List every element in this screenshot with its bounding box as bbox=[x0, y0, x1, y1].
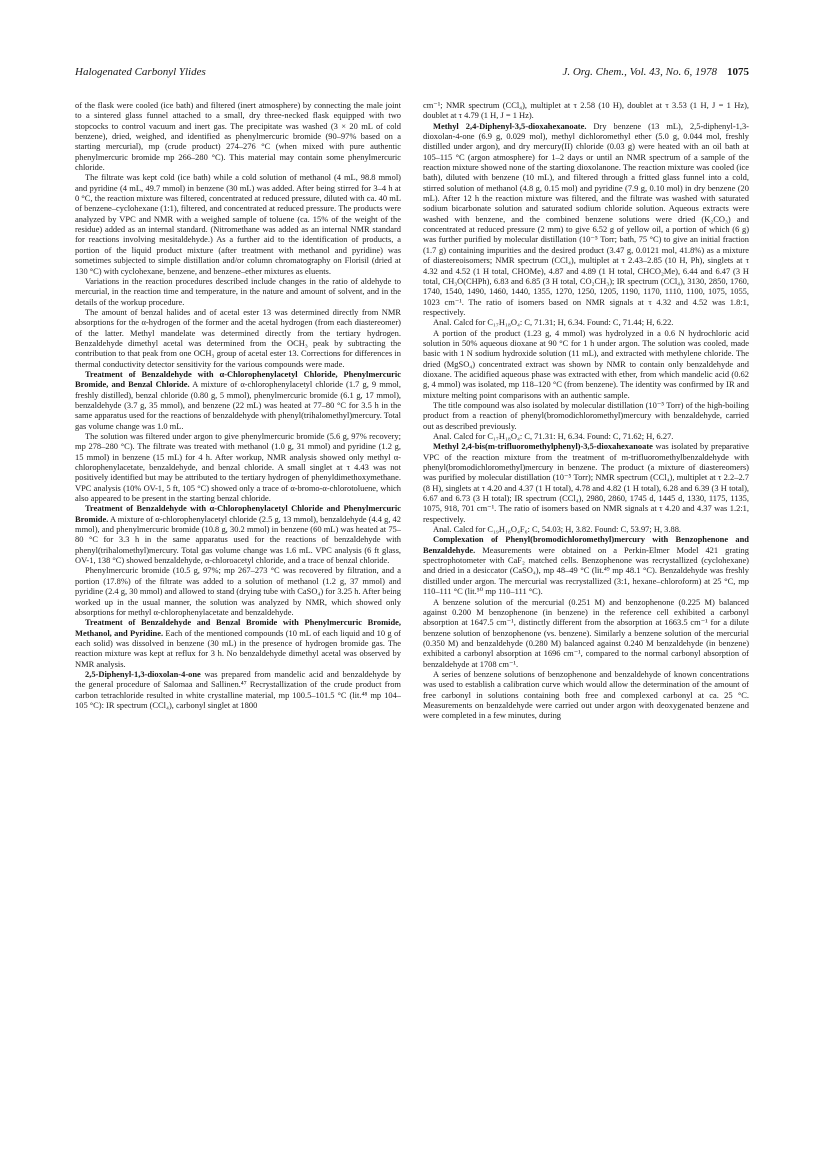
paragraph bbox=[75, 307, 401, 369]
paragraph-text: Anal. Calcd for C₁₇H₁₈O₄: C, 71.31: H, 6.34. Found: C, 71.62; H, 6.27. bbox=[433, 431, 674, 441]
paragraph bbox=[423, 669, 749, 721]
paragraph bbox=[75, 503, 401, 565]
paragraph-text: The solution was filtered under argon to give phenylmercuric bromide (5.6 g, 97% recovery; mp 278–280 °C). The filtrate was treated with methanol (1.0 g, 31 mmol) and pyridine (1.2 g, 15 mmol) in benzene (15 mL) for 4 h. After workup, NMR analysis showed only methyl α-chlorophenylacetate, benzaldehyde, and benzal chloride. A small singlet at τ 4.43 was not positively identified but may be attributed to the tertiary hydrogen of phenyldimethoxymethane. VPC analysis (10% OV-1, 5 ft, 105 °C) showed only a trace of α-bromo-α-chlorotoluene, which also appeared to be present in the starting benzal chloride. bbox=[75, 431, 401, 504]
paragraph-text: A portion of the product (1.23 g, 4 mmol) was hydrolyzed in a 0.6 N hydrochloric acid solution in 50% aqueous dioxane at 90 °C for 1 h under argon. The solution was cooled, made basic with 1 N sodium hydroxide solution (11 mL), and extracted with methylene chloride. The dried (MgSO₄) concentrated extract was shown by NMR to contain only benzaldehyde and dioxane. The acidified aqueous phase was extracted with ether, from which mandelic acid (0.62 g, 4 mmol) was isolated, mp 118–120 °C (from benzene). The identity was confirmed by IR and mixture melting point comparisons with an authentic sample. bbox=[423, 327, 749, 400]
paragraph-text: The amount of benzal halides and of acetal ester 13 was determined directly from NMR absorptions for the α-hydrogen of the former and the acetal hydrogen (from each diastereomer) of the latter. Methyl mandelate was determined directly from the tertiary hydrogen. Benzaldehyde dimethyl acetal was determined from the OCH₃ peak by subtracting the contribution to that peak from one OCH₃ group of acetal ester 13. Corrections for differences in thermal conductivity detector sensitivity for the various compounds were made. bbox=[75, 306, 401, 369]
paragraph bbox=[75, 669, 401, 710]
paragraph bbox=[75, 369, 401, 431]
left-column bbox=[75, 100, 401, 1140]
paragraph-text: Measurements were obtained on a Perkin-Elmer Model 421 grating spectrophotometer with CaF₂ matched cells. Benzophenone was recrystallized (cyclohexane) and dried in a desiccator (CaSO₄), mp 48–49 °C (lit.⁴⁹ mp 48.1 °C). Benzaldehyde was freshly distilled under argon. The mercurial was recrystallized (3:1, hexane–chloroform) at 25 °C, mp 110–111 °C (lit.⁵⁰ mp 110–111 °C). bbox=[423, 544, 749, 597]
paragraph-text: A series of benzene solutions of benzophenone and benzaldehyde of known concentrations was used to establish a calibration curve which would allow the determination of the amount of free carbonyl in solutions containing both free and complexed carbonyl at ca. 25 °C. Measurements on benzaldehyde were carried out under argon with deoxygenated benzene and were completed in a few minutes, during bbox=[423, 668, 749, 721]
paragraph bbox=[75, 172, 401, 275]
right-column bbox=[423, 100, 749, 1140]
paragraph-text: cm⁻¹; NMR spectrum (CCl₄), multiplet at τ 2.58 (10 H), doublet at τ 3.53 (1 H, J = 1 Hz), doublet at τ 4.79 (1 H, J = 1 Hz). bbox=[423, 100, 749, 121]
paragraph bbox=[423, 317, 749, 327]
paragraph-text: was prepared from mandelic acid and benzaldehyde by the general procedure of Salomaa and Sallinen.⁴⁷ Recrystallization of the crude product from carbon tetrachloride resulted in white crystalline material, mp 100.5–101.5 °C (lit.⁴⁸ mp 104–105 °C): IR spectrum (CCl₄), carbonyl singlet at 1800 bbox=[75, 668, 401, 710]
paragraph-text: The filtrate was kept cold (ice bath) while a cold solution of methanol (4 mL, 98.8 mmol) and pyridine (4 mL, 49.7 mmol) in benzene (30 mL) was added. After being stirred for 3–4 h at 0 °C, the reaction mixture was filtered, concentrated at reduced pressure, diluted with ca. 40 mL of benzene–cyclohexane (1:1), filtered, and concentrated at reduced pressure. The products were analyzed by VPC and NMR with a weighed sample of toluene (ca. 15% of the weight of the residue) added as an internal standard. (Nitromethane was added as an internal NMR standard for reactions involving mesitaldehyde.) As a further aid to the identification of products, a portion of the liquid product mixture (after treatment with methanol and pyridine) was sometimes subjected to simple distillation and/or column chromatography on Florisil (dried at 130 °C) with cyclohexane, benzene, and benzene–ether mixtures as eluents. bbox=[75, 172, 401, 276]
paragraph-heading: Treatment of Benzaldehyde and Benzal Bromide with Phenylmercuric Bromide, Methanol, and Pyridine. bbox=[75, 617, 401, 638]
paragraph-text: Anal. Calcd for C₁₇H₁₈O₄: C, 71.31; H, 6.34. Found: C, 71.44; H, 6.22. bbox=[433, 317, 674, 328]
paragraph bbox=[423, 597, 749, 669]
journal-name: J. Org. Chem., Vol. 43, No. 6, 1978 bbox=[562, 66, 717, 78]
page-number: 1075 bbox=[727, 66, 749, 78]
page-header bbox=[75, 66, 749, 84]
paragraph-text: of the flask were cooled (ice bath) and filtered (inert atmosphere) by connecting the male joint to a sintered glass funnel attached to a small, dry three-necked flask equipped with two stopcocks to control vacuum and inert gas. The precipitate was washed (3 × 20 mL of cold benzene), dried, weighed, and identified as phenylmercuric bromide (90–97% based on a starting mercurial), mp (crude product) 274–276 °C (when mixed with pure authentic phenylmercuric bromide mp 266–280 °C). This material may contain some phenylmercuric chloride. bbox=[75, 100, 401, 173]
paragraph-text: was isolated by preparative VPC of the reaction mixture from the treatment of m-trifluoromethylbenzaldehyde with phenyl(bromodichloromethyl)mercury in benzene. The product (a mixture of diastereomers) was purified by molecular distillation (10⁻⁵ Torr); NMR spectrum (CCl₄), multiplet at τ 2.2–2.7 (8 H), singlets at τ 4.20 and 4.37 (1 H total), 4.78 and 4.82 (1 H total), 6.28 and 6.39 (3 H total), 6.67 and 6.73 (3 H total); IR spectrum (CCl₄), 2980, 2860, 1745 d, 1445 d, 1330, 1175, 1135, 1075, 918, 701 cm⁻¹. The ratio of isomers based on NMR signals at τ 4.20 and 4.37 was 1.2:1, respectively. bbox=[423, 441, 749, 524]
paragraph-heading: Complexation of Phenyl(bromodichloromethyl)mercury with Benzophenone and Benzaldehyde. bbox=[423, 534, 749, 555]
paragraph-text: Each of the mentioned compounds (10 mL of each liquid and 10 g of each solid) was dissolved in benzene (30 mL) in the presence of hydrogen bromide gas. The reaction mixture was kept at reflux for 3 h. No benzaldehyde dimethyl acetal was observed by NMR analysis. bbox=[75, 627, 401, 669]
paragraph-text: Variations in the reaction procedures described include changes in the ratio of aldehyde to mercurial, in the reaction time and temperature, in the nature and amount of solvent, and in the details of the workup procedure. bbox=[75, 275, 401, 307]
running-title: Halogenated Carbonyl Ylides bbox=[75, 66, 206, 78]
paragraph bbox=[75, 565, 401, 617]
paragraph bbox=[423, 328, 749, 400]
paragraph-text: Dry benzene (13 mL), 2,5-diphenyl-1,3-dioxolan-4-one (6.9 g, 0.029 mol), methyl dichloromethyl ether (5.0 g, 0.044 mol, freshly distilled under argon), and dry mercury(II) chloride (0.03 g) were heated with an oil bath at 105–115 °C (argon atmosphere) for 1–2 days or until an NMR spectrum of a sample of the reaction mixture showed none of the starting dioxolanone. The reaction mixture was cooled (ice bath), diluted with benzene (10 mL), and filtered through a fritted glass funnel into a cold, stirred solution of methanol (4.8 g, 0.15 mol) and pyridine (7.9 g, 0.10 mol) in dry benzene (20 mL). After 12 h the reaction mixture was filtered, and the filtrate was washed with saturated sodium bicarbonate solution and saturated sodium chloride solution. Aqueous extracts were washed with benzene, and the combined benzene solutions were dried (K₂CO₃) and concentrated at reduced pressure (2 mm) to give 6.52 g of yellow oil, a portion of which (6 g) was further purified by molecular distillation (10⁻⁵ Torr; bath, 75 °C) to give an initial fraction (1.7 g) containing impurities and the desired product (3.47 g, 0.0121 mol, 41.8%) as a mixture of diastereoisomers; NMR spectrum (CCl₄), multiplet at τ 2.43–2.85 (10 H, Ph), singlets at τ 4.32 and 4.52 (1 H total, CHOMe), 4.87 and 4.89 (1 H total, CHCO₂Me), 6.44 and 6.47 (3 H total, CH₃O(CHPh), 6.83 and 6.85 (3 H total, CO₂CH₃); IR spectrum (CCl₄), 3130, 2850, 1760, 1740, 1540, 1490, 1460, 1440, 1355, 1270, 1250, 1205, 1190, 1170, 1110, 1100, 1075, 1055, 1023 cm⁻¹. The ratio of isomers based on NMR signals at τ 4.32 and 4.52 was 1.8:1, respectively. bbox=[423, 120, 749, 317]
paragraph-text: A mixture of α-chlorophenylacetyl chloride (2.5 g, 13 mmol), benzaldehyde (4.4 g, 42 mmol), and phenylmercuric bromide (10.8 g, 30.2 mmol) in benzene (60 mL) was heated at 75–80 °C for 3.3 h in the same apparatus used for the reactions of benzaldehyde with phenyl(trihalomethyl)mercury. Total gas volume change was 1.6 mL. VPC analysis (6 ft glass, OV-1, 138 °C) showed benzaldehyde, α-chloroacetyl chloride, and a trace of benzal chloride. bbox=[75, 513, 401, 566]
paragraph-heading: Treatment of Benzaldehyde with α-Chlorophenylacetyl Chloride and Phenylmercuric Bromide. bbox=[75, 503, 401, 524]
paragraph-text: Phenylmercuric bromide (10.5 g, 97%; mp 267–273 °C was recovered by filtration, and a portion (17.8%) of the filtrate was added to a solution of methanol (1.2 g, 37 mmol) and pyridine (2.4 g, 30 mmol) and allowed to stand (drying tube with CaSO₄) for 3.25 h. After being worked up in the usual manner, the solution was analyzed by NMR, which showed only absorptions for methyl α-chlorophenylacetate and benzaldehyde. bbox=[75, 565, 401, 617]
paragraph bbox=[423, 100, 749, 121]
paragraph bbox=[423, 431, 749, 441]
paragraph-heading: 2,5-Diphenyl-1,3-dioxolan-4-one bbox=[85, 668, 201, 679]
paragraph bbox=[423, 400, 749, 431]
paragraph-text: Anal. Calcd for C₁₉H₁₆O₄F₆: C, 54.03; H, 3.82. Found: C, 53.97; H, 3.88. bbox=[433, 524, 682, 535]
paragraph-heading: Treatment of Benzaldehyde with α-Chlorophenylacetyl Chloride, Phenylmercuric Bromide, and Benzal Chloride. bbox=[75, 368, 401, 390]
paragraph bbox=[423, 524, 749, 534]
paragraph bbox=[75, 100, 401, 172]
paragraph-text: A mixture of α-chlorophenylacetyl chloride (1.7 g, 9 mmol, freshly distilled), benzal chloride (0.80 g, 5 mmol), phenylmercuric bromide (6.1 g, 17 mmol), benzaldehyde (3.7 g, 35 mmol), and benzene (22 mL) was heated at 77–80 °C for 3.5 h in the same apparatus used for the reactions of benzaldehyde with phenyl(trihalomethyl)mercury. Total gas volume change was 1.0 mL. bbox=[75, 379, 401, 431]
paragraph bbox=[423, 534, 749, 596]
paragraph bbox=[75, 276, 401, 307]
journal-citation bbox=[562, 66, 749, 78]
paragraph-heading: Methyl 2,4-Diphenyl-3,5-dioxahexanoate. bbox=[433, 120, 587, 131]
paragraph-text: The title compound was also isolated by molecular distillation (10⁻⁵ Torr) of the high-boiling product from a reaction of phenyl(bromodichloromethyl)mercury with benzaldehyde, carried out as described previously. bbox=[423, 399, 749, 431]
paragraph-heading: Methyl 2,4-bis(m-trifluoromethylphenyl)-3,5-dioxahexanoate bbox=[433, 441, 653, 452]
paragraph bbox=[75, 617, 401, 669]
paragraph-text: A benzene solution of the mercurial (0.251 M) and benzophenone (0.225 M) balanced against 0.200 M benzophenone (in benzene) in the reference cell exhibited a carbonyl absorption at 1647.5 cm⁻¹, distinctly different from the absorption at 1663.5 cm⁻¹ for a dilute benzene solution of benzophenone (vs. benzene). Similarly a benzene solution of the mercurial (0.350 M) and benzaldehyde (0.280 M) balanced against 0.240 M benzaldehyde (in benzene) exhibited a carbonyl absorption at 1696 cm⁻¹, compared to the normal carbonyl absorption of benzaldehyde at 1708 cm⁻¹. bbox=[423, 596, 749, 669]
paragraph bbox=[423, 121, 749, 318]
paragraph bbox=[423, 441, 749, 524]
paragraph bbox=[75, 431, 401, 503]
